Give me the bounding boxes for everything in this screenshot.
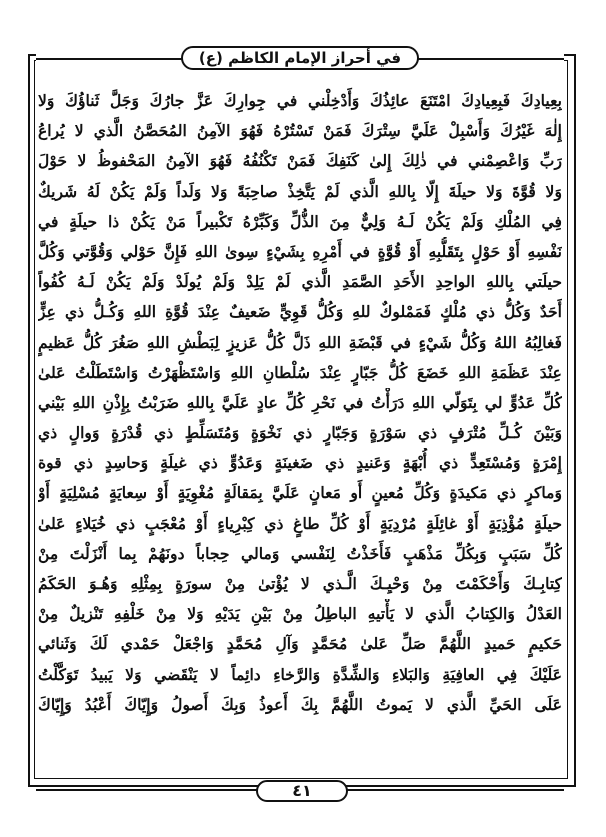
text-line: كِتابِـكَ وَأَحْكَمْتَ مِنْ وَحْيِـكَ الَّـذي لا يُؤْتىٰ مِنْ سورَةٍ بِمِثْلِهِ وَهُـوَ الحَكَمُ: [38, 574, 562, 593]
text-line: وَلا قُوَّةَ وَلا حيلَةَ إِلّا بِاللهِ الَّذي لَمْ يَتَّخِذْ صاحِبَةً وَلا وَلَداً وَلَمْ يَكُنْ لَهُ شَريكٌ: [38, 181, 562, 201]
page-number: ٤١: [292, 781, 312, 800]
text-line: أَحَدٌ وَكُلُّ ذي مُلْكٍ فَمَمْلوكٌ للهِ وَكُلُّ قَوِيٍّ ضَعيفٌ عِنْدَ قُوَّةِ اللهِ وَكُـلُّ ذي عِزٍّ: [38, 302, 562, 322]
text-line: وَبَيْنَ كُـلِّ مُتْرَفٍ ذي سَوْرَةٍ وَجَبّارٍ ذي نَخْوَةٍ وَمُتَسَلِّطٍ ذي قُدْرَةٍ وَوالٍ ذي: [38, 423, 562, 443]
running-header-title: في أحراز الإمام الكاظم (ع): [198, 48, 402, 67]
page-number-badge: [256, 780, 348, 802]
text-line: حَكيمٍ حَميدٍ اللَّهُمَّ صَلِّ عَلىٰ مُحَمَّدٍ وَآلِ مُحَمَّدٍ وَاجْعَلْ حَمْدي لَكَ وَثَنائي: [38, 634, 562, 654]
text-line: عَلَيْكَ فِي العافِيَةِ وَالبَلاءِ وَالشِّدَّةِ وَالرَّخاءِ دائِماً لا يَنْقَضي وَلا يَبيدُ تَوَكَّلْتُ: [38, 664, 562, 684]
text-line: وَماكرٍ ذي مَكيدَةٍ وَكُلِّ مُعينٍ أَو مَعانٍ عَلَيَّ بِمَقالَةٍ مُغْوِيَةٍ أَوْ سِعايَةٍ مُسْلِيَةٍ أَوْ: [38, 483, 562, 503]
text-line: بِعِيادِكَ فَبِعِيادِكَ امْتَنَعَ عائِذُكَ وَأَدْخِلْني في جِوارِكَ عَزَّ جارُكَ وَجَلَّ ثَناؤُكَ وَلا: [38, 91, 562, 110]
text-line: العَدْلُ وَالكِتابُ الَّذي لا يَأْتيهِ الباطِلُ مِنْ بَيْنِ يَدَيْهِ وَلا مِنْ خَلْفِهِ تَنْزيلٌ مِنْ: [38, 604, 562, 624]
text-line: إِمْرَةٍ وَمُسْتَعِدٍّ ذي أُبْهَةٍ وَعَنيدٍ ذي ضَغينَةٍ وَعَدُوٍّ ذي غيلَةٍ وَحاسِدٍ ذي قوة: [38, 453, 562, 473]
text-line: كُلِّ عَدُوٍّ لي بِتَوَلّي اللهِ دَرَأْتُ في نَحْرِ كُلِّ عادٍ عَلَيَّ بِاللهِ ضَرَبْتُ بِإِذْنِ اللهِ بَيْني: [38, 392, 562, 412]
text-line: فَغالِبُهُ اللهُ وَكُلُّ شَيْءٍ في قَبْضَةِ اللهِ ذَلَّ كُلُّ عَزيزٍ لِبَطْشِ اللهِ صَغُرَ كُلُّ عَظيمٍ: [38, 332, 562, 352]
text-line: حيلَتي بِاللهِ الواحِدِ الأَحَدِ الصَّمَدِ الَّذي لَمْ يَلِدْ وَلَمْ يُولَدْ وَلَمْ يَكُنْ لَـهُ كُفُواً: [38, 272, 562, 292]
body-text: [38, 86, 562, 720]
text-line: فِي المُلْكِ وَلَمْ يَكُنْ لَـهُ وَلِيٌّ مِنَ الذُّلِّ وَكَبِّرْهُ تَكْبيراً مَنْ يَكُنْ ذا حيلَةٍ في: [38, 211, 562, 231]
text-line: حيلَةٍ مُؤْذِيَةٍ أَوْ غائِلَةٍ مُرْدِيَةٍ أَوْ كُلِّ طاغٍ ذي كِبْرِياءٍ أَوْ مُعْجَبٍ ذي خُيَلاءٍ عَلىٰ: [38, 513, 562, 533]
text-line: كُلِّ سَبَبٍ وَبِكُلِّ مَذْهَبٍ فَأَخَذْتُ لِنَفْسي وَمالي حِجاباً دونَهُمْ بِما أَنْزَلْتَ مِنْ: [38, 543, 562, 563]
text-line: عَلَى الحَيِّ الَّذي لا يَموتُ اللَّهُمَّ بِكَ أَعوذُ وَبِكَ أَصولُ وَإِيّاكَ أَعْبُدُ وَإِيّاكَ: [38, 694, 562, 714]
text-line: نَفْسِهِ أَوْ حَوْلٍ بِتَقَلُّبِهِ أَوْ قُوَّةٍ في أَمْرِهِ بِشَيْءٍ سِوىٰ اللهِ فَإِنَّ حَوْلي وَقُوَّتي وَكُلَّ: [38, 241, 562, 261]
text-line: عِنْدَ عَظَمَةِ اللهِ خَضَعَ كُلُّ جَبّارٍ عِنْدَ سُلْطانِ اللهِ وَاسْتَظْهَرْتُ وَاسْتَطَلْتُ عَلىٰ: [38, 362, 562, 382]
running-header: [181, 46, 419, 70]
text-line: إِلٰهَ غَيْرُكَ وَأَسْبِلْ عَلَيَّ سِتْرَكَ فَمَنْ تَسْتُرْهُ فَهُوَ الآمِنُ المُحَصَّنُ الَّذي لا يُراعُ: [38, 121, 562, 141]
text-line: رَبِّ وَاعْصِمْني في ذٰلِكَ إِلىٰ كَنَفِكَ فَمَنْ تَكْنُفُهُ فَهُوَ الآمِنُ المَحْفوظُ لا حَوْلَ: [38, 151, 562, 171]
